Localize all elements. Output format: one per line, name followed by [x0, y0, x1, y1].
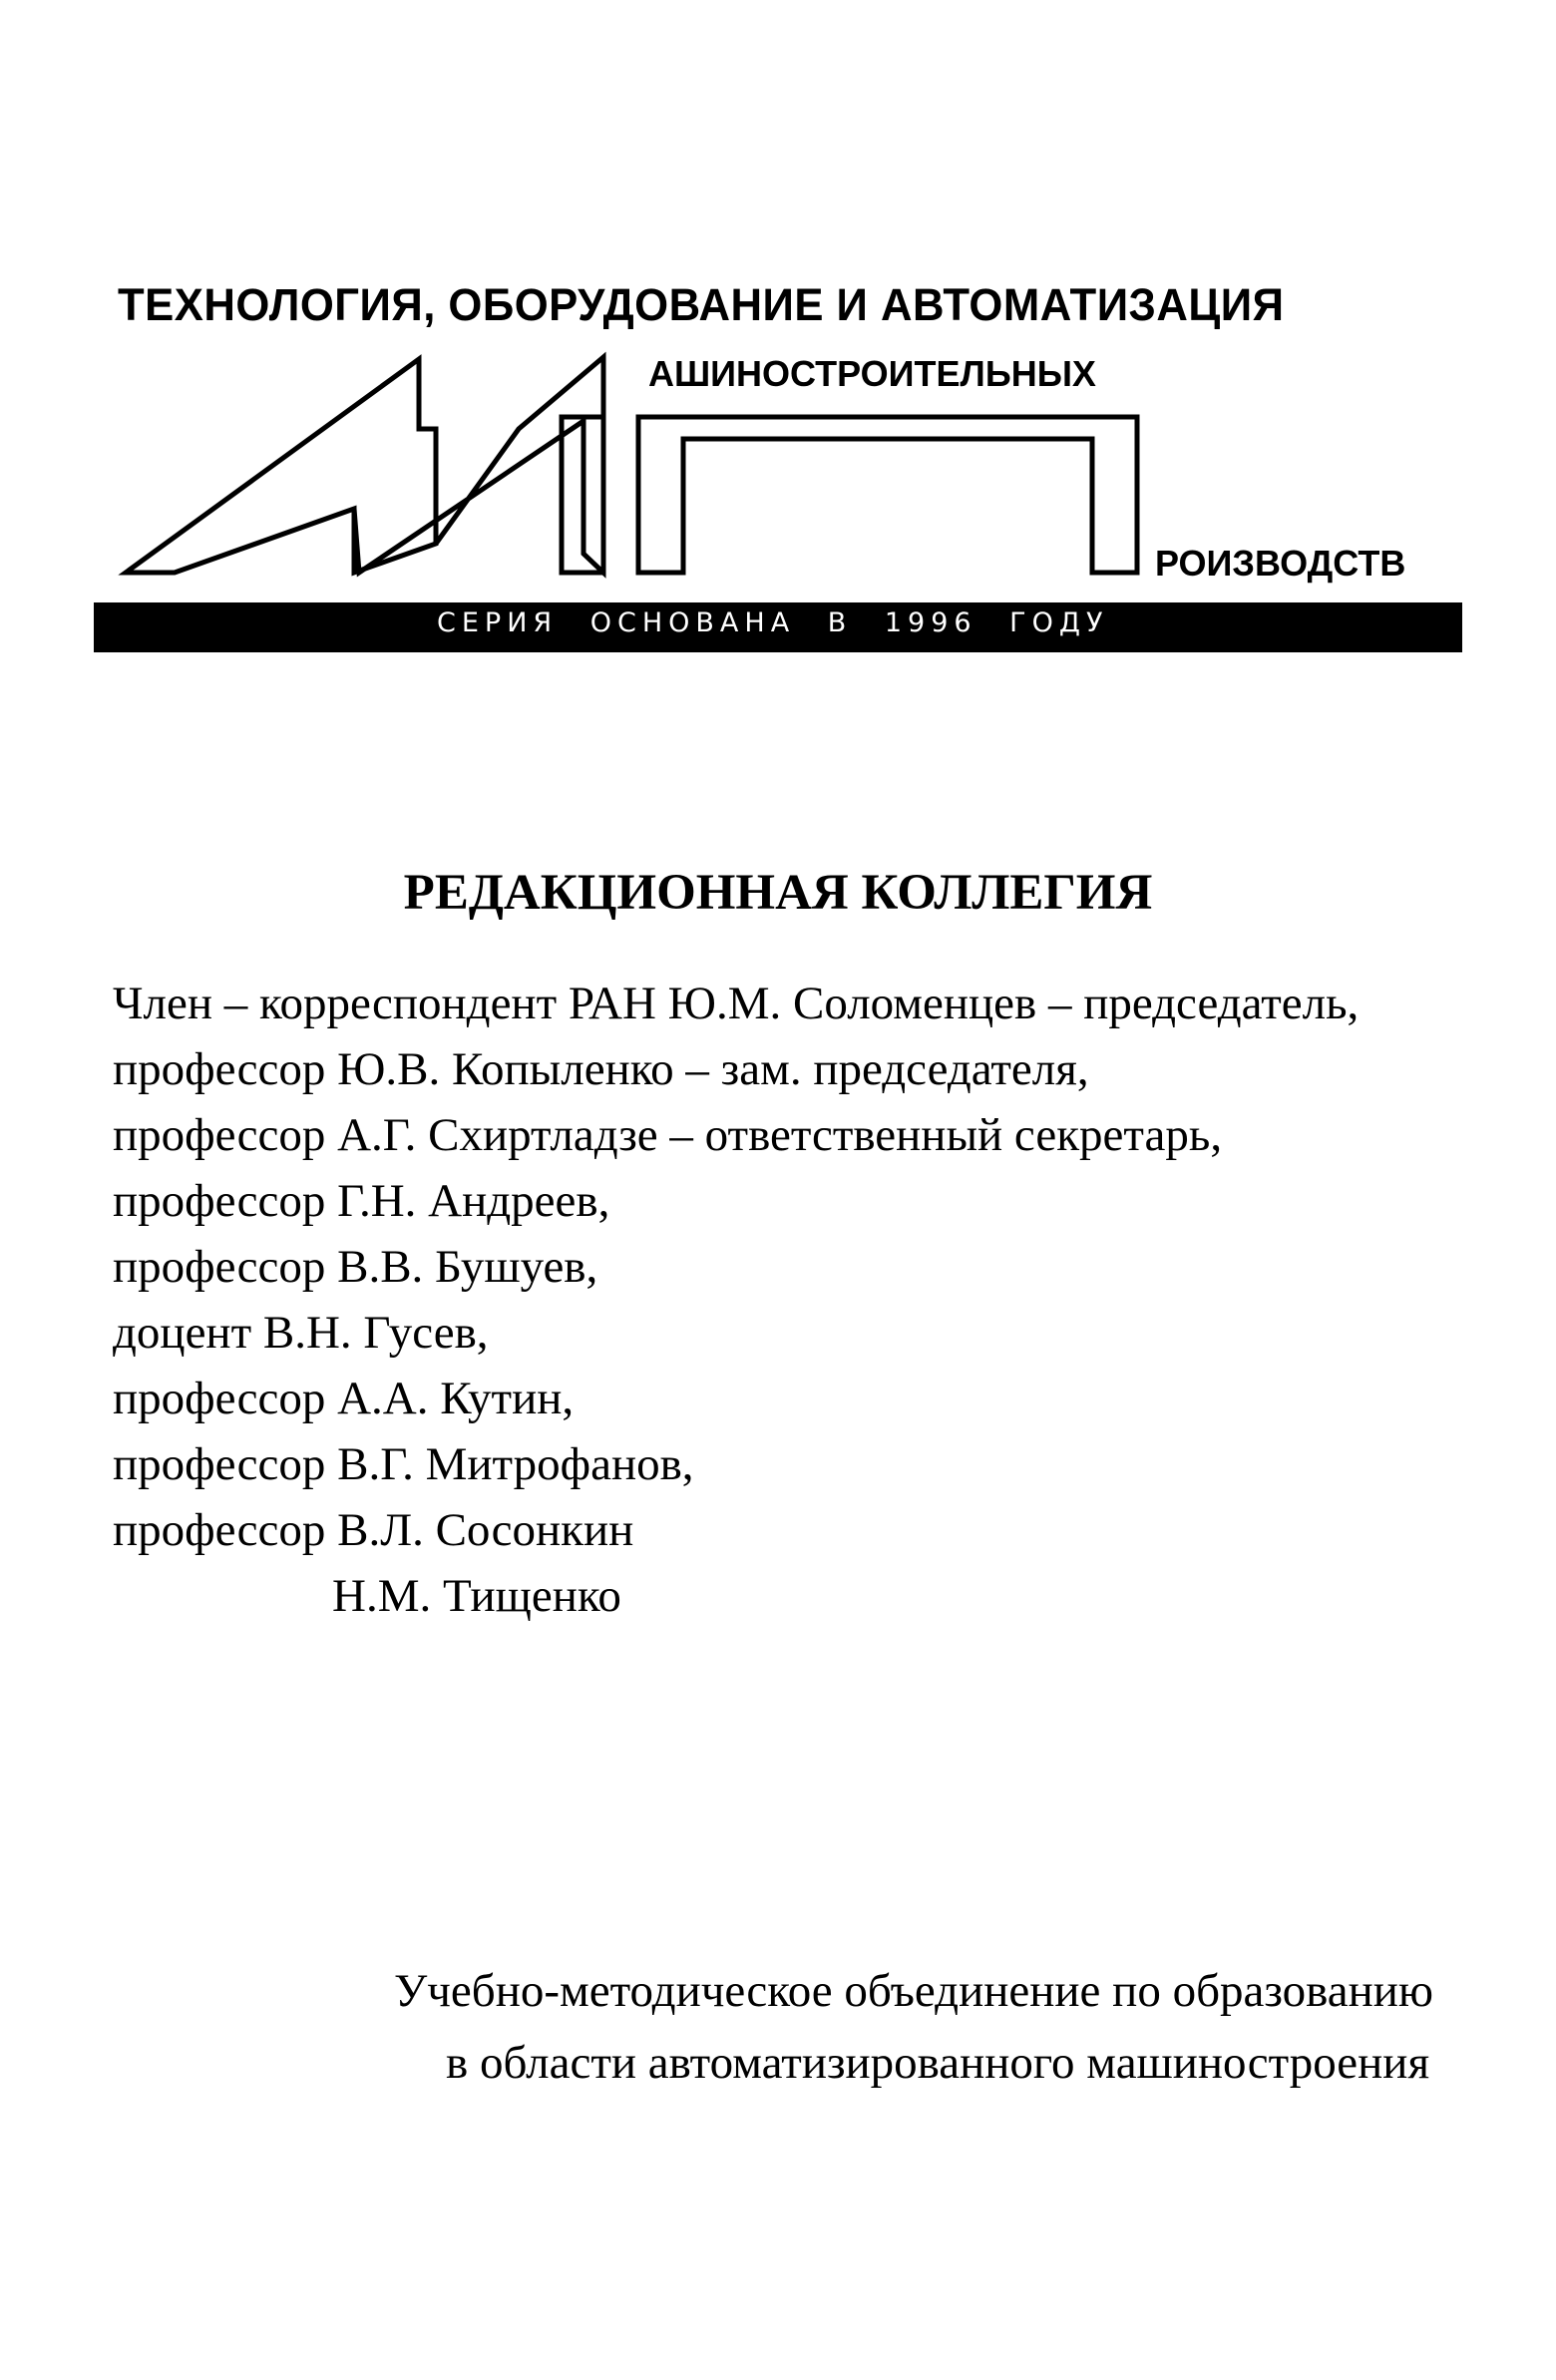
editorial-board-heading: РЕДАКЦИОННАЯ КОЛЛЕГИЯ — [403, 865, 1153, 921]
series-logo — [0, 0, 1556, 618]
member-line: доцент В.Н. Гусев, — [113, 1307, 489, 1359]
member-line: профессор Г.Н. Андреев, — [113, 1175, 610, 1227]
logo-line-1: АШИНОСТРОИТЕЛЬНЫХ — [648, 353, 1096, 394]
member-line: профессор В.Г. Митрофанов, — [113, 1438, 694, 1490]
organization-line-1: Учебно-методическое объединение по образованию — [394, 1965, 1433, 2017]
series-title: ТЕХНОЛОГИЯ, ОБОРУДОВАНИЕ И АВТОМАТИЗАЦИЯ — [118, 279, 1285, 330]
member-line: Член – корреспондент РАН Ю.М. Соломенцев – председатель, — [113, 978, 1360, 1029]
member-line: профессор В.Л. Сосонкин — [113, 1504, 634, 1556]
logo-line-2: РОИЗВОДСТВ — [1155, 543, 1406, 584]
founded-text: СЕРИЯ ОСНОВАНА В 1996 ГОДУ — [437, 607, 1109, 638]
member-line: профессор Ю.В. Копыленко – зам. председателя, — [113, 1043, 1089, 1095]
member-line: профессор В.В. Бушуев, — [113, 1241, 598, 1293]
logo-letter-p — [638, 417, 1137, 573]
member-line: профессор А.А. Кутин, — [113, 1373, 575, 1424]
logo-letter-m-inner — [354, 357, 603, 573]
organization-line-2: в области автоматизированного машиностроения — [446, 2037, 1430, 2089]
logo-letter-m — [126, 359, 436, 573]
member-line: профессор А.Г. Схиртладзе – ответственный секретарь, — [113, 1109, 1223, 1161]
member-line: Н.М. Тищенко — [332, 1570, 621, 1622]
